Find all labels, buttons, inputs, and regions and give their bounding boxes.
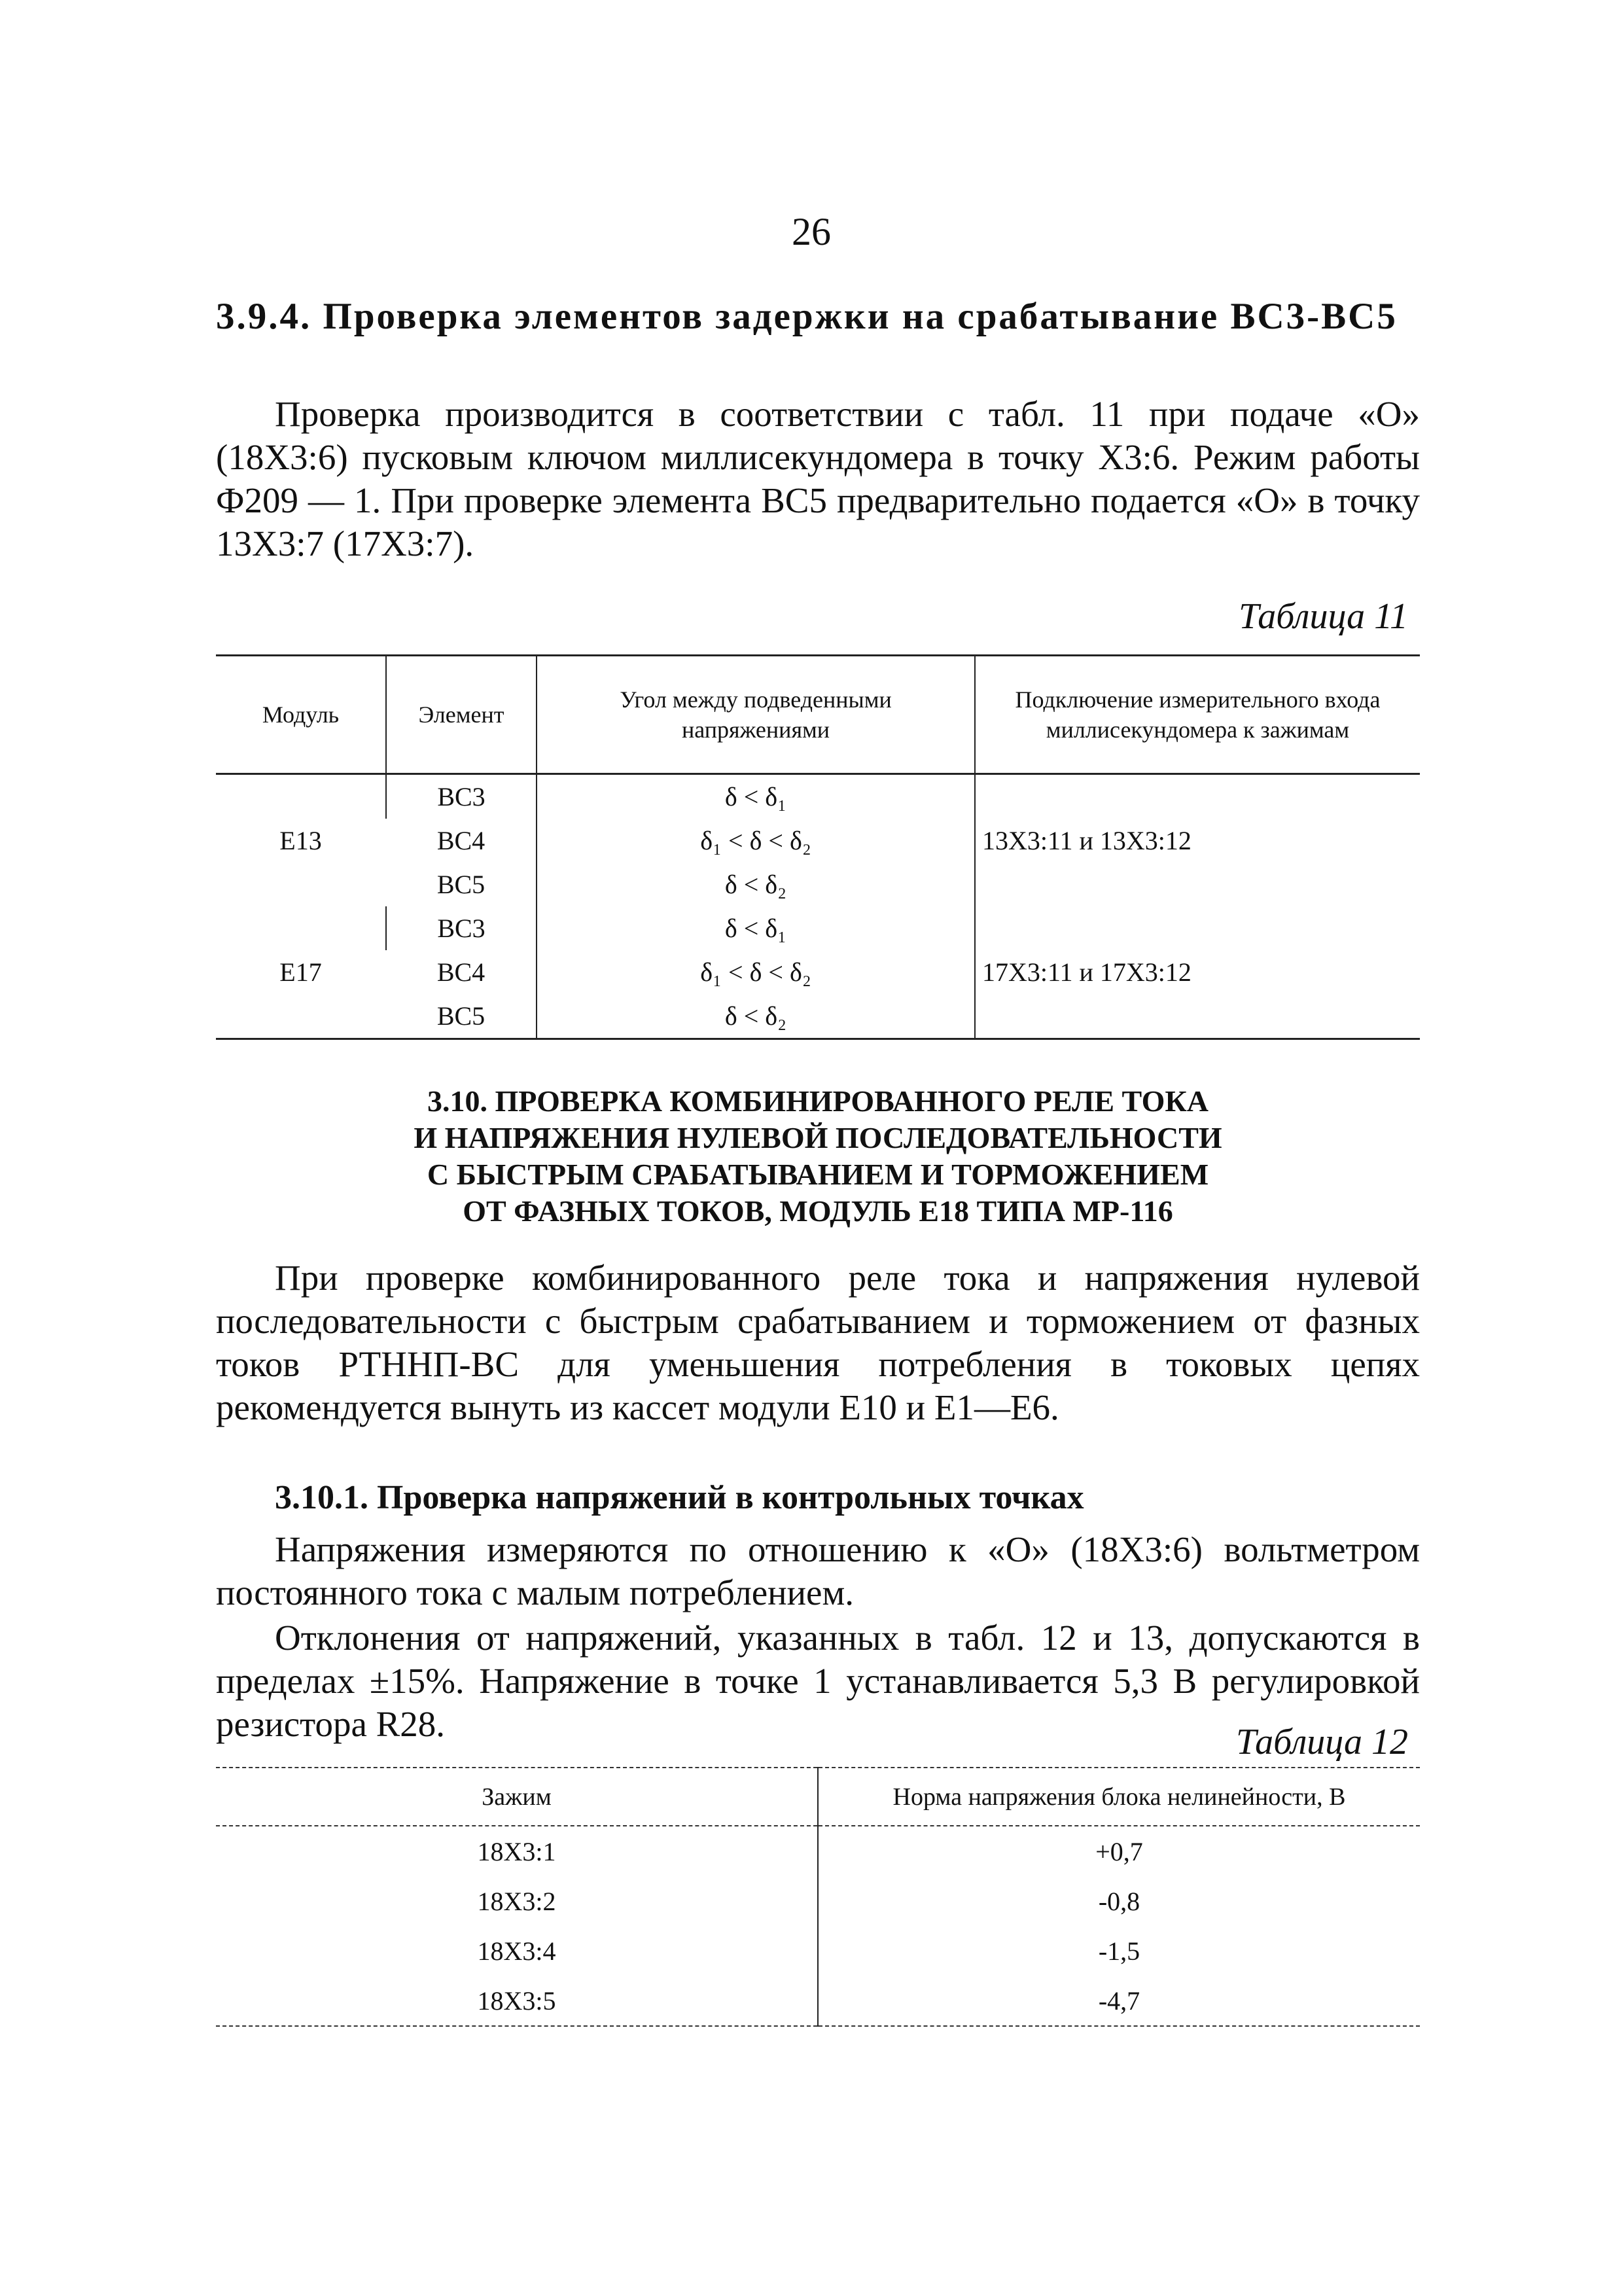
table-row: [216, 1826, 1420, 1876]
angle-cell: δ < δ₂: [537, 863, 975, 906]
terminal-cell: 18Х3:1: [477, 1836, 556, 1866]
angle-cell: δ₁ < δ < δ₂: [537, 950, 975, 994]
column-header-connection: Подключение измерительного входа миллисекундомера к зажимам: [975, 656, 1420, 774]
element-cell: ВС3: [386, 774, 537, 819]
element-cell: ВС5: [436, 1001, 485, 1031]
column-header-angle: Угол между подведенными напряжениями: [537, 656, 975, 774]
connection-cell: 17Х3:11 и 17Х3:12: [975, 906, 1420, 1039]
column-header-terminal: Зажим: [216, 1768, 818, 1826]
element-cell: ВС4: [436, 957, 485, 987]
table-header-row: [216, 656, 1420, 774]
element-cell: ВС5: [436, 870, 485, 899]
table-row: [216, 906, 1420, 950]
column-header-voltage: Норма напряжения блока нелинейности, В: [818, 1768, 1420, 1826]
connection-cell: 13Х3:11 и 13Х3:12: [975, 774, 1420, 907]
table-12-caption: Таблица 12: [1236, 1722, 1408, 1762]
angle-cell: δ < δ₁: [537, 774, 975, 819]
element-cell: ВС3: [386, 906, 537, 950]
page-number: 26: [792, 210, 831, 253]
section-title-line: И НАПРЯЖЕНИЯ НУЛЕВОЙ ПОСЛЕДОВАТЕЛЬНОСТИ: [414, 1121, 1222, 1154]
table-row: [216, 1976, 1420, 2026]
voltage-cell: -4,7: [818, 1976, 1420, 2026]
column-header-element: Элемент: [386, 656, 537, 774]
section-3-9-4-paragraph: Проверка производится в соответствии с табл. 11 при подаче «О» (18Х3:6) пусковым ключом миллисекундомера в точку Х3:6. Режим работы Ф209 — 1. При проверке элемента ВС5 предварительно подается «О» в точку 13Х3:7 (17Х3:7).: [216, 394, 1420, 563]
section-3-10-1-heading: 3.10.1. Проверка напряжений в контрольных точках: [275, 1479, 1084, 1516]
section-title-line: 3.10. ПРОВЕРКА КОМБИНИРОВАННОГО РЕЛЕ ТОКА: [427, 1084, 1209, 1118]
angle-cell: δ₁ < δ < δ₂: [537, 819, 975, 863]
table-header-row: [216, 1768, 1420, 1826]
angle-cell: δ < δ₂: [537, 994, 975, 1039]
terminal-cell: 18Х3:5: [477, 1985, 556, 2016]
section-title-line: ОТ ФАЗНЫХ ТОКОВ, МОДУЛЬ Е18 ТИПА МР-116: [463, 1194, 1173, 1228]
section-3-10-paragraph: При проверке комбинированного реле тока и напряжения нулевой последовательности с быстрым срабатыванием и торможением от фазных токов РТННП-ВС для уменьшения потребления в токовых цепях рекомендуется вынуть из кассет модули Е10 и Е1—Е6.: [216, 1258, 1420, 1427]
section-title-line: С БЫСТРЫМ СРАБАТЫВАНИЕМ И ТОРМОЖЕНИЕМ: [427, 1158, 1209, 1191]
voltage-cell: -1,5: [818, 1926, 1420, 1976]
section-3-9-4-heading: 3.9.4. Проверка элементов задержки на срабатывание ВС3-ВС5: [216, 296, 1398, 337]
table-row: [216, 1926, 1420, 1976]
column-header-module: Модуль: [216, 656, 386, 774]
section-3-10-1-paragraph-2: Отклонения от напряжений, указанных в табл. 12 и 13, допускаются в пределах ±15%. Напряжение в точке 1 устанавливается 5,3 В регулировкой резистора R28.: [216, 1618, 1420, 1744]
element-cell: ВС4: [436, 826, 485, 855]
table-row: [216, 774, 1420, 819]
voltage-cell: -0,8: [818, 1876, 1420, 1926]
module-cell: Е13: [279, 826, 322, 855]
angle-cell: δ < δ₁: [537, 906, 975, 950]
terminal-cell: 18Х3:2: [477, 1886, 556, 1916]
voltage-cell: +0,7: [818, 1826, 1420, 1876]
table-11: [216, 654, 1420, 1040]
table-11-caption: Таблица 11: [1239, 596, 1408, 637]
terminal-cell: 18Х3:4: [477, 1936, 556, 1966]
module-cell: Е17: [279, 957, 322, 987]
section-3-10-title: [216, 1083, 1420, 1230]
table-row: [216, 1876, 1420, 1926]
table-12: [216, 1767, 1420, 2027]
section-3-10-1-paragraph-1: Напряжения измеряются по отношению к «О» (18Х3:6) вольтметром постоянного тока с малым потреблением.: [216, 1529, 1420, 1612]
